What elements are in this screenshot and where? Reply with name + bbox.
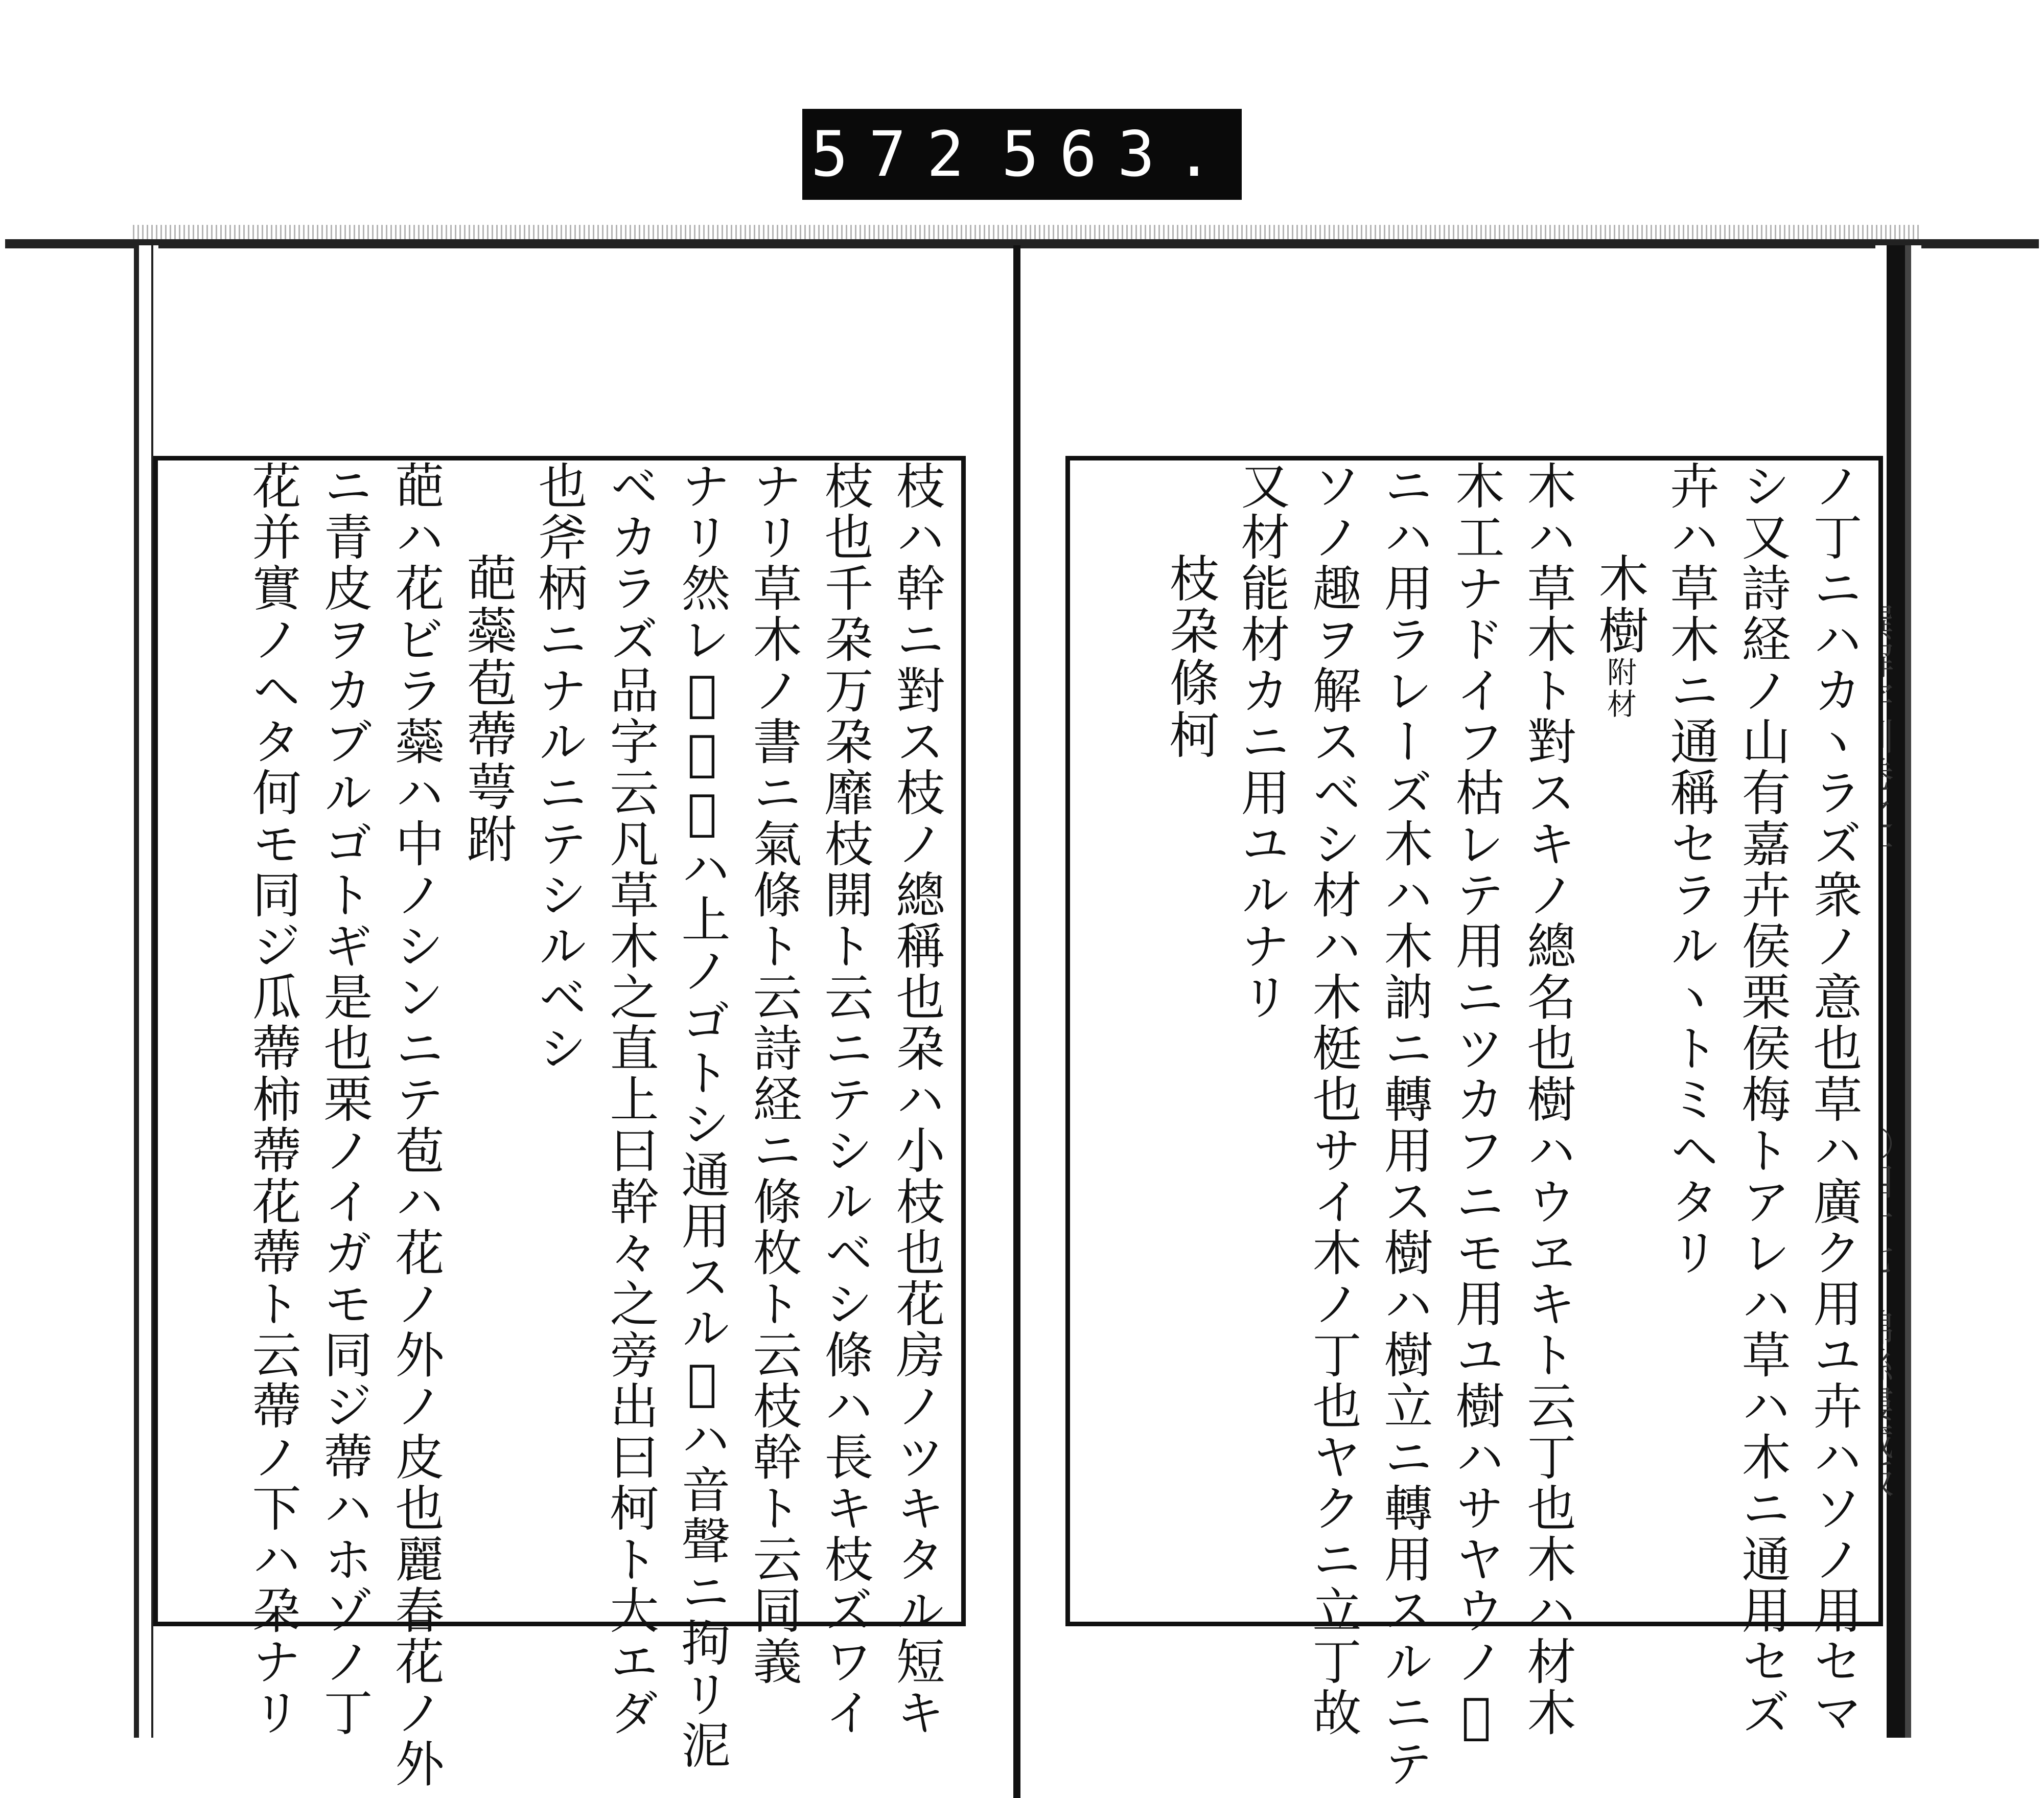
entry-heading: 葩蘂苞蔕萼跗 xyxy=(458,552,517,865)
text-column: ノ丁ニハカヽラズ衆ノ意也草ハ廣ク用ユ卉ハソノ用セマ xyxy=(1805,460,1863,1738)
text-column: 又材能材カニ用ユルナリ xyxy=(1233,460,1290,1023)
text-column: シ又詩経ノ山有嘉卉侯栗侯梅トアレハ草ハ木ニ通用セズ xyxy=(1734,460,1791,1738)
entry-heading-main: 木樹 xyxy=(1590,552,1648,657)
left-page-text-frame xyxy=(153,456,966,1789)
book-top-rule xyxy=(5,239,2039,248)
entry-heading: 枝朶條柯 xyxy=(1161,552,1219,761)
text-column: 枝ハ幹ニ對ス枝ノ總稱也朶ハ小枝也花房ノツキタル短キ xyxy=(888,460,945,1738)
right-page-text-frame xyxy=(1065,456,1883,1789)
text-column: 木工ナドイフ枯レテ用ニツカフニモ用ユ樹ハサヤウノ𬼂 xyxy=(1448,460,1505,1746)
catalog-number-label xyxy=(802,109,1242,200)
catalog-number-left: 572 xyxy=(810,118,985,191)
text-column: ソノ趣ヲ解スベシ材ハ木梃也サイ木ノ丁也ヤクニ立丁故 xyxy=(1305,460,1362,1738)
entry-heading-suffix: 附材 xyxy=(1602,657,1637,720)
text-column: 木ハ草木ト對スキノ總名也樹ハウヱキト云丁也木ハ材木 xyxy=(1519,460,1576,1738)
book-spine xyxy=(1013,245,1020,1798)
text-column: ナリ草木ノ書ニ氣條ト云詩経ニ條枚ト云枝幹ト云同義 xyxy=(745,460,802,1687)
text-column: ニハ用ラレーズ木ハ木訥ニ轉用ス樹ハ樹立ニ轉用スルニテ xyxy=(1376,460,1433,1789)
text-column: 也斧柄ニナルニテシルベシ xyxy=(530,460,588,1074)
text-column: ベカラズ品字云凡草木之直上曰幹々之旁出曰柯ト大エダ xyxy=(602,460,659,1738)
text-column: 葩ハ花ビラ蘂ハ中ノシンニテ苞ハ花ノ外ノ皮也麗春花ノ外 xyxy=(387,460,445,1789)
text-column: 枝也千朶万朶靡枝開ト云ニテシルベシ條ハ長キ枝ズワイ xyxy=(817,460,874,1738)
catalog-number-right: 563. xyxy=(1001,118,1234,191)
text-column: 花并實ノヘタ何モ同ジ瓜蔕柿蔕花蔕ト云蔕ノ下ハ朶ナリ xyxy=(244,460,301,1738)
text-column: ニ青皮ヲカブルゴトギ是也栗ノイガモ同ジ蔕ハホゾノ丁 xyxy=(316,460,373,1738)
entry-heading xyxy=(1589,552,1650,720)
text-column: 卉ハ草木ニ通稱セラルヽトミヘタリ xyxy=(1662,460,1720,1278)
text-column: ナリ然レ𪜈本義ハ上ノゴトシ通用スル𬼂ハ音聲ニ拘リ泥 xyxy=(673,460,731,1771)
